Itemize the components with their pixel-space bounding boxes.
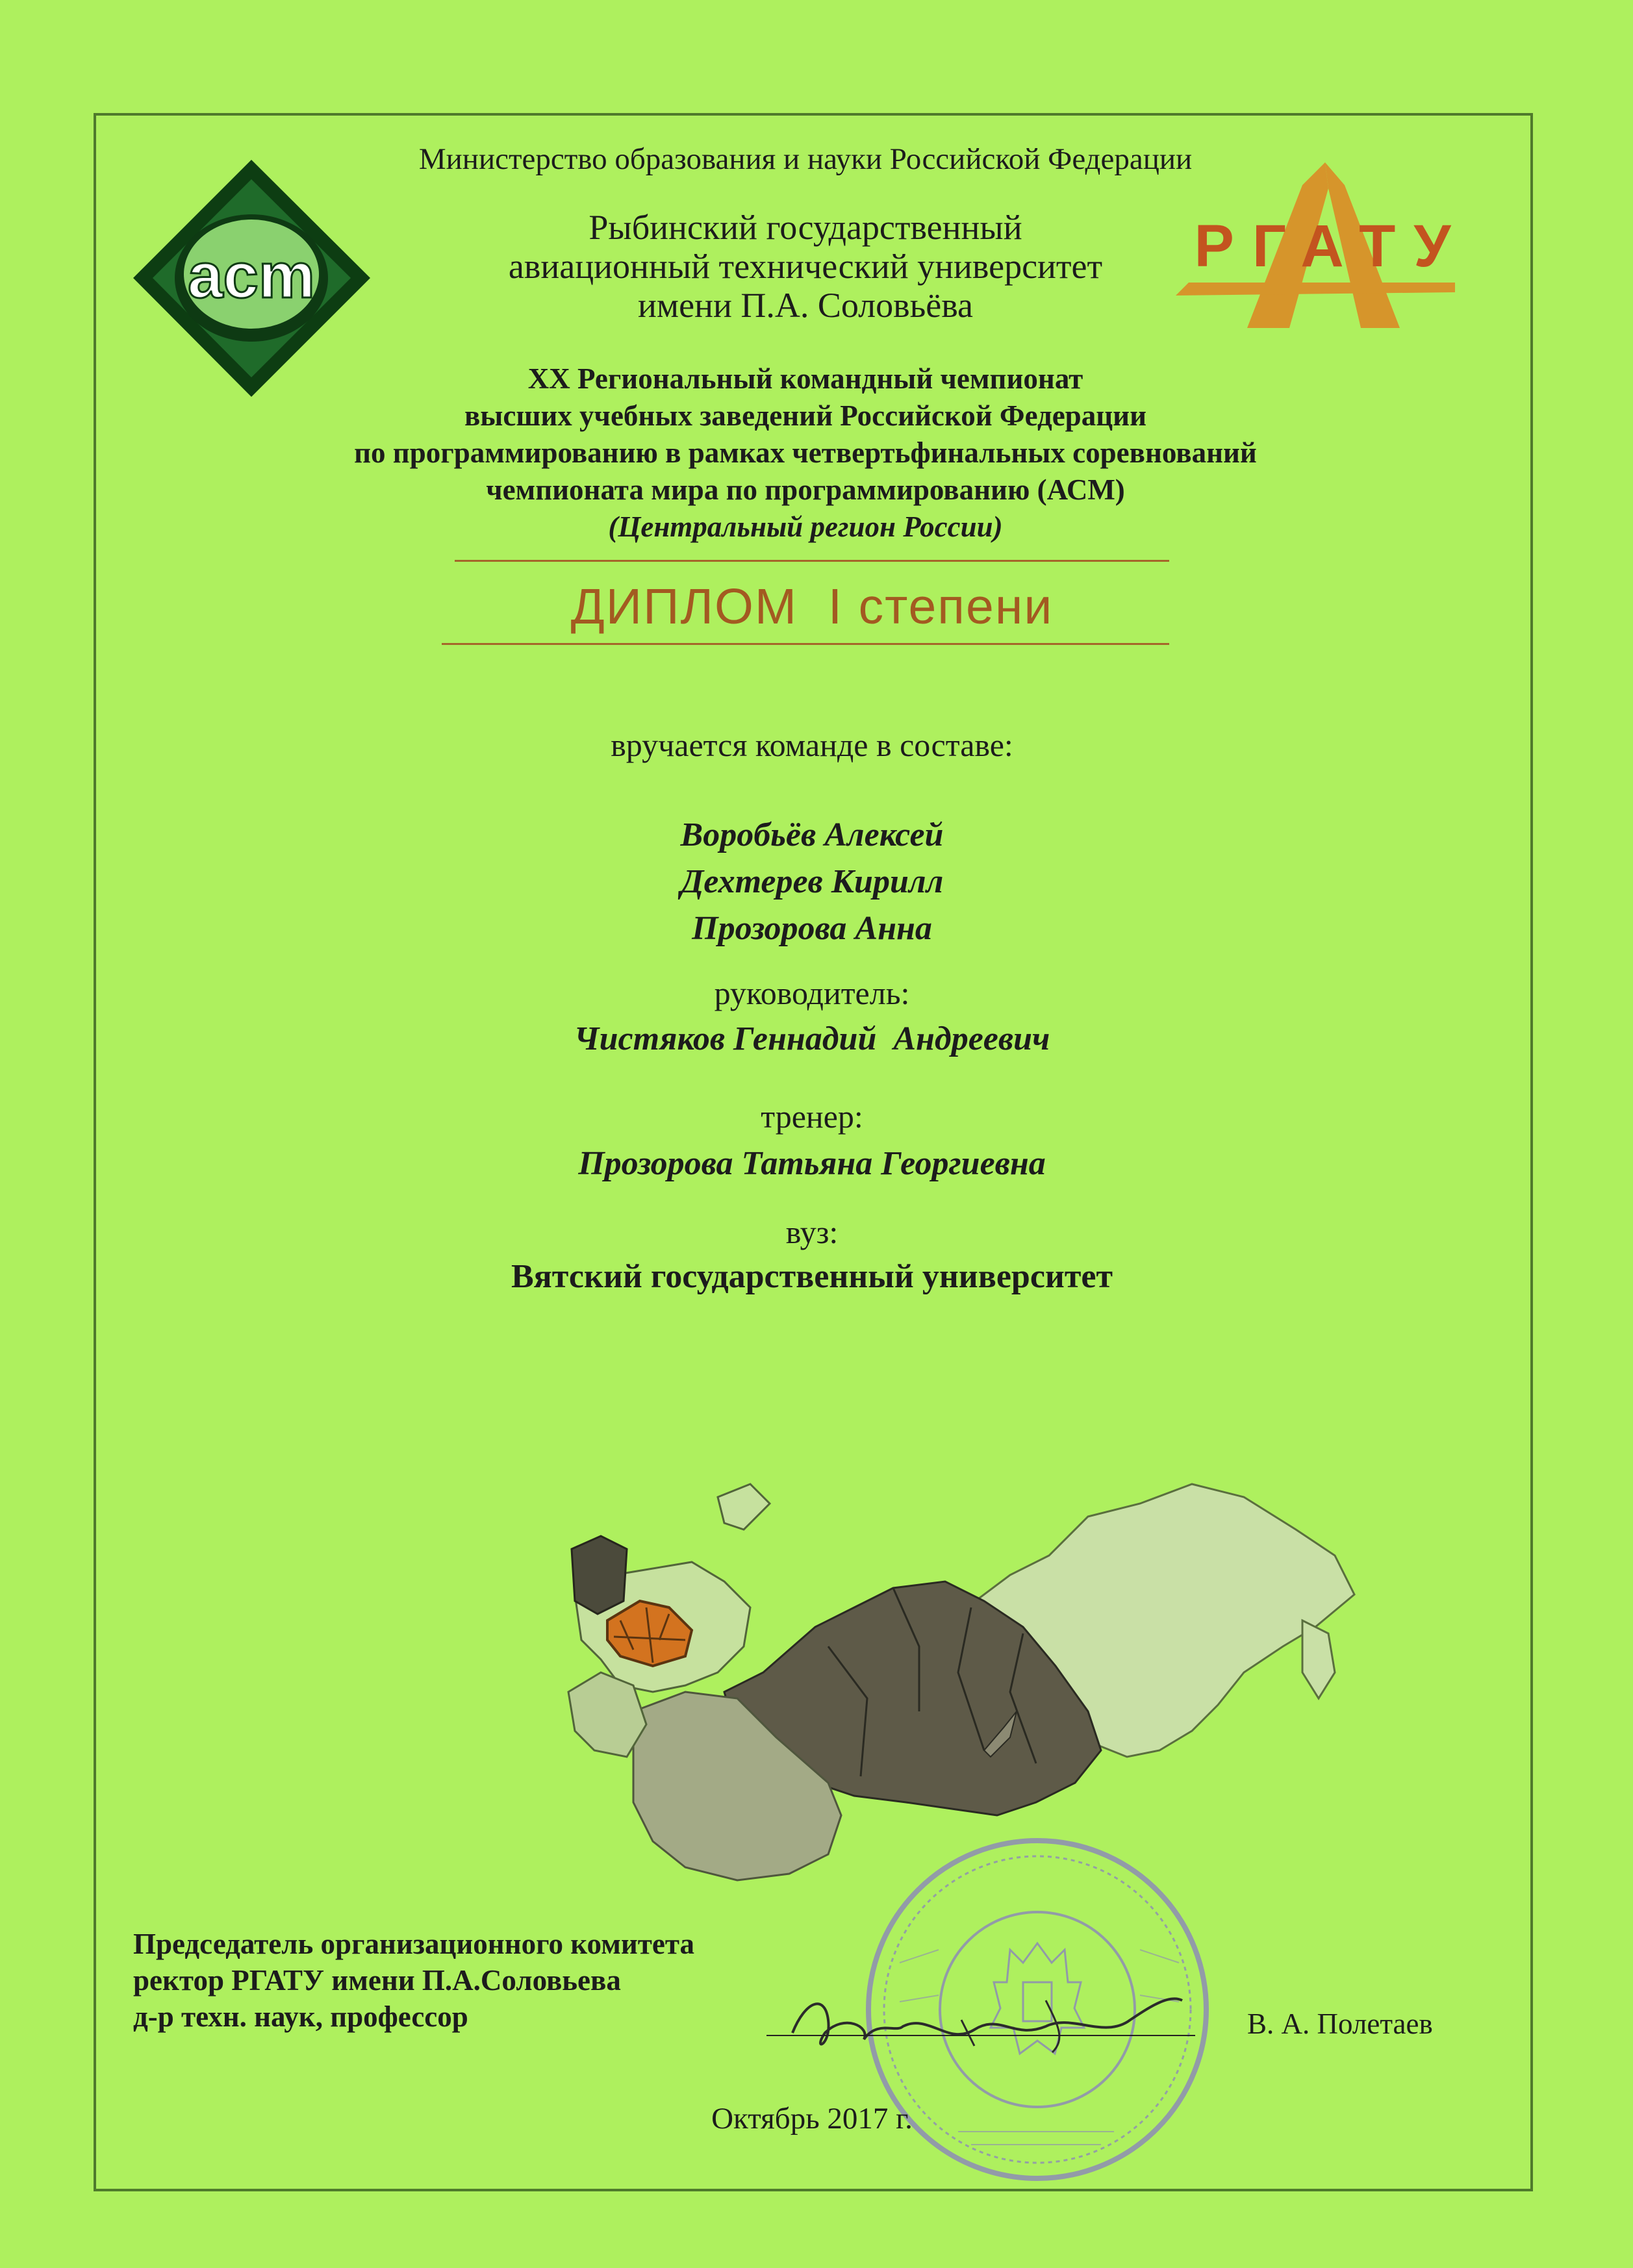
chairman-title (133, 1926, 694, 2035)
team-university: Вятский государственный университет (511, 1258, 1113, 1295)
team-member: Воробьёв Алексей (680, 816, 944, 853)
university-name (312, 208, 1299, 325)
championship-line-2: высших учебных заведений Российской Федерации (464, 399, 1146, 432)
signature-line (766, 2035, 1195, 2036)
team-members (390, 812, 1234, 952)
divider-top (455, 560, 1169, 562)
award-intro: вручается команде в составе: (611, 727, 1013, 763)
championship-line-4: чемпионата мира по программированию (АСМ) (486, 473, 1125, 506)
leader-label: руководитель: (714, 975, 910, 1011)
team-member: Прозорова Анна (692, 910, 932, 947)
championship-line-3: по программированию в рамках четвертьфинальных соревнований (354, 436, 1257, 469)
divider-bottom (442, 643, 1169, 645)
signature (766, 1974, 1221, 2065)
issue-date: Октябрь 2017 г. (711, 2102, 913, 2136)
coach-label: тренер: (761, 1098, 863, 1135)
university-label: вуз: (785, 1214, 839, 1250)
chairman-line-2: ректор РГАТУ имени П.А.Соловьева (133, 1964, 621, 1997)
chairman-line-1: Председатель организационного комитета (133, 1928, 695, 1960)
university-line-2: авиационный технический университет (508, 247, 1103, 286)
university-line-1: Рыбинский государственный (589, 208, 1022, 247)
chairman-line-3: д-р техн. наук, профессор (133, 2000, 468, 2033)
team-member: Дехтерев Кирилл (680, 863, 944, 900)
acm-logo-text: acm (187, 240, 316, 311)
signer-name: В. А. Полетаев (1247, 2008, 1433, 2040)
leader-name: Чистяков Геннадий Андреевич (574, 1020, 1050, 1057)
championship-line-1: XX Региональный командный чемпионат (527, 362, 1083, 395)
ministry-name: Министерство образования и науки Российской Федерации (418, 142, 1193, 176)
coach-name: Прозорова Татьяна Георгиевна (578, 1145, 1046, 1182)
championship-region: (Центральный регион России) (608, 510, 1003, 543)
championship-title (195, 360, 1416, 546)
university-line-3: имени П.А. Соловьёва (638, 286, 973, 325)
diploma-title: ДИПЛОМ I степени (570, 579, 1054, 635)
rgatu-logo-text: РГАТУ (1194, 213, 1469, 279)
